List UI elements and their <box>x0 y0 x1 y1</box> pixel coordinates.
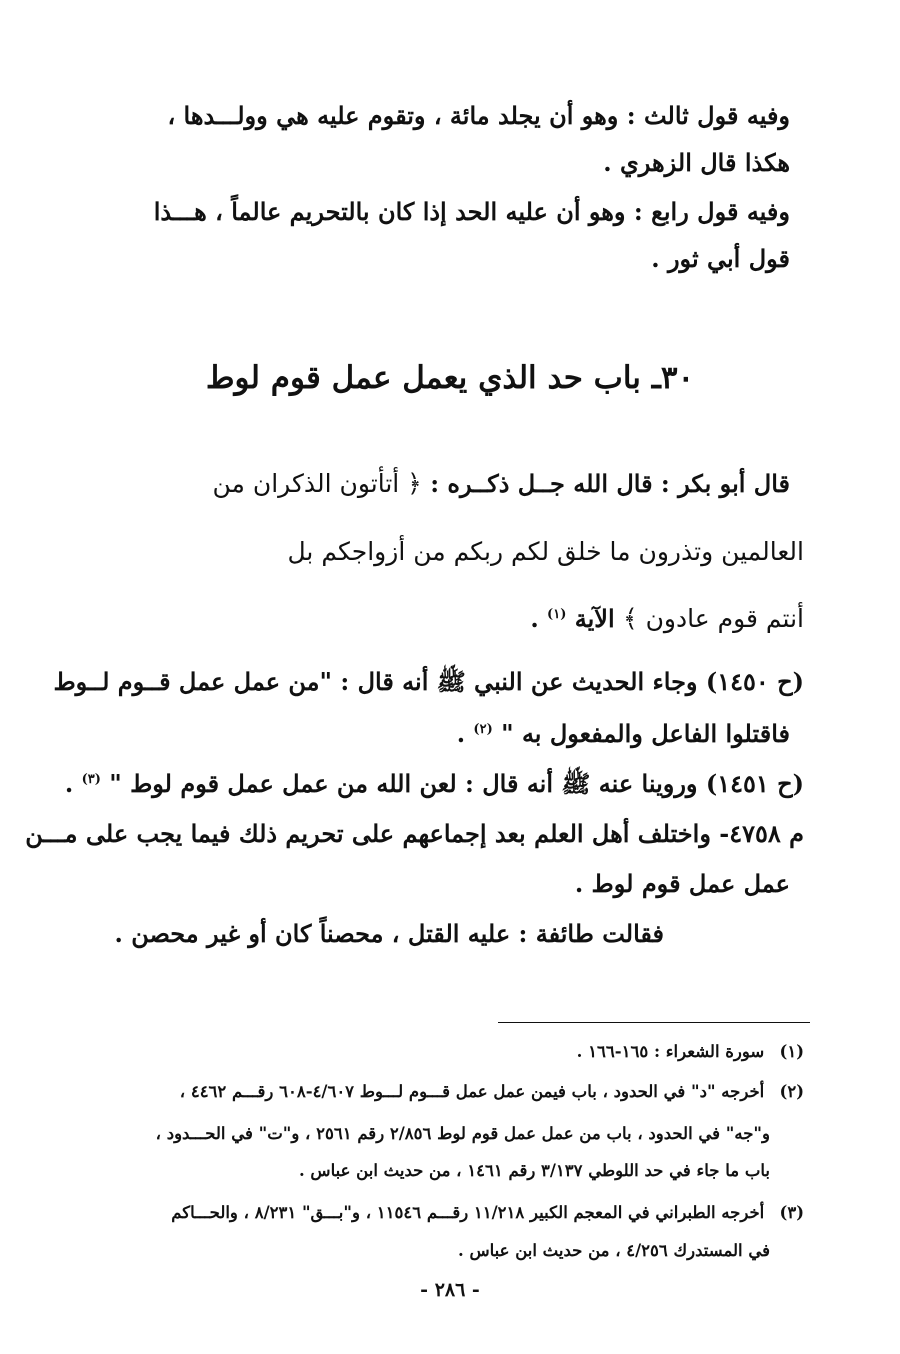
body-text-line: وفيه قول رابع : وهو أن عليه الحد إذا كان بالتحريم عالماً ، هـــذا <box>153 197 790 226</box>
punctuation: . <box>530 604 539 633</box>
punctuation: . <box>456 719 466 748</box>
quran-verse: أنتم قوم عادون ﴾ <box>622 604 804 633</box>
hadith-line: (ح ١٤٥٠) وجاء الحديث عن النبي ﷺ أنه قال : "من عمل عمل قــوم لــوط <box>53 667 804 696</box>
footnote-number: (٣) <box>779 1203 804 1222</box>
chapter-heading: ٣٠ـ باب حد الذي يعمل عمل قوم لوط <box>205 360 695 396</box>
punctuation: . <box>64 769 74 798</box>
hadith-text: فاقتلوا الفاعل والمفعول به " <box>501 719 790 748</box>
footnote <box>90 1199 804 1227</box>
footnote-ref: (١) <box>547 607 567 622</box>
footnote-ref: (٢) <box>473 722 493 737</box>
quote-line-3 <box>88 597 804 637</box>
footnote-continuation: باب ما جاء في حد اللوطي ٣/١٣٧ رقم ١٤٦١ ، من حديث ابن عباس . <box>298 1161 770 1180</box>
masala-line: م ٤٧٥٨- واختلف أهل العلم بعد إجماعهم على تحريم ذلك فيما يجب على مـــن <box>25 819 804 848</box>
footnote <box>90 1078 804 1106</box>
quran-verse: ﴿ أتأتون الذكران من <box>212 469 422 498</box>
hadith-line <box>64 762 804 802</box>
footnote-text: أخرجه "د" في الحدود ، باب فيمن عمل عمل قـــوم لـــوط ٤/٦٠٧-٦٠٨ رقـــم ٤٤٦٢ ، <box>179 1082 765 1101</box>
footnote-ref: (٣) <box>81 772 101 787</box>
page-number: - ٢٨٦ - <box>420 1279 480 1301</box>
footnote-number: (٢) <box>779 1082 804 1101</box>
footnote-text: سورة الشعراء : ١٦٥-١٦٦ . <box>576 1042 765 1061</box>
footnote-separator <box>498 1022 810 1023</box>
quote-tail: الآية <box>574 604 615 633</box>
body-text-line: قول أبي ثور . <box>651 244 790 273</box>
body-text-line: هكذا قال الزهري . <box>603 148 790 177</box>
hadith-line <box>88 712 790 752</box>
quran-verse-line: العالمين وتذرون ما خلق لكم ربكم من أزواجكم بل <box>287 537 804 566</box>
masala-line: فقالت طائفة : عليه القتل ، محصناً كان أو غير محصن . <box>114 919 664 948</box>
masala-line: عمل عمل قوم لوط . <box>574 869 790 898</box>
footnote <box>90 1038 804 1066</box>
quote-intro: قال أبو بكر : قال الله جــل ذكــره : <box>430 469 790 498</box>
footnote-number: (١) <box>779 1042 804 1061</box>
hadith-text: (ح ١٤٥١) وروينا عنه ﷺ أنه قال : لعن الله من عمل عمل قوم لوط " <box>109 769 804 798</box>
footnote-continuation: و"جه" في الحدود ، باب من عمل عمل قوم لوط ٢/٨٥٦ رقم ٢٥٦١ ، و"ت" في الحـــدود ، <box>155 1124 770 1143</box>
footnote-continuation: في المستدرك ٤/٢٥٦ ، من حديث ابن عباس . <box>457 1241 770 1260</box>
quote-line-1 <box>88 466 790 502</box>
body-text-line: وفيه قول ثالث : وهو أن يجلد مائة ، وتقوم عليه هي وولـــدها ، <box>167 101 790 130</box>
footnote-text: أخرجه الطبراني في المعجم الكبير ١١/٢١٨ رقـــم ١١٥٤٦ ، و"بـــق" ٨/٢٣١ ، والحـــاكم <box>171 1203 765 1222</box>
